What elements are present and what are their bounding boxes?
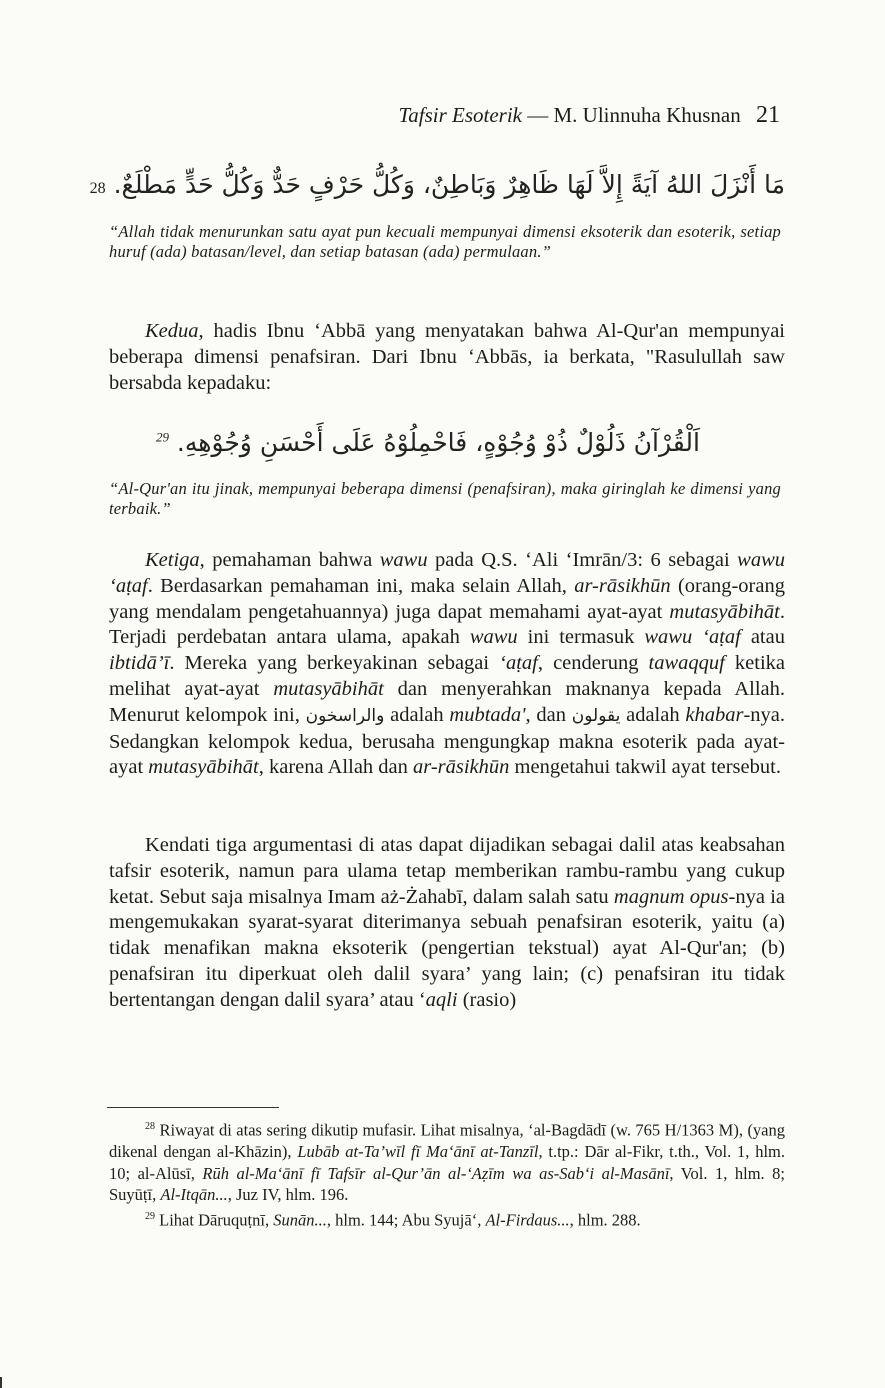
running-header <box>390 102 780 129</box>
ketiga-s5: wawu ‘aṭaf <box>109 549 786 597</box>
footnote-29 <box>109 1206 785 1231</box>
kendati-s5: (rasio) <box>457 988 517 1011</box>
fn28-s7: , Juz IV, hlm. 196. <box>227 1185 349 1204</box>
ketiga-s29: khabar <box>685 703 744 726</box>
ketiga-arabic-yaqulun: يقولون <box>571 705 621 726</box>
footnote-ref-29: 29 <box>155 429 169 445</box>
ketiga-s21: mutasyābihāt <box>273 677 384 700</box>
ketiga-s31: mutasyābihāt <box>148 756 259 779</box>
hadith-2-translation: “Al-Qur'an itu jinak, mempunyai beberapa dimensi (penafsiran), maka giringlah ke dimensi yang terbaik.” <box>109 479 781 518</box>
ketiga-s26: , dan <box>525 703 572 726</box>
ketiga-s28: adalah <box>620 703 686 726</box>
footnote-28-number: 28 <box>145 1121 155 1132</box>
fn29-s5: , hlm. 288. <box>569 1210 641 1229</box>
footnotes <box>109 1116 785 1231</box>
ketiga-s30: -nya. Sedangkan kelompok kedua, berusaha mengungkap makna esoterik pada ayat-ayat <box>109 703 786 779</box>
page-number: 21 <box>756 102 780 128</box>
kendati-s3: -nya ia mengemukakan syarat-syarat diterimanya sebuah penafsiran esoterik, yaitu (a) tidak menafikan makna eksoterik (pengertian tekstual) ayat Al-Qur'an; (b) penafsiran itu diperkuat oleh dalil syara’ yang lain; (c) penafsiran itu tidak bertentangan dengan dalil syara’ atau ‘ <box>109 885 785 1011</box>
fn28-s3: , t.tp.: Dār al-Fikr, t.th., Vol. 1, hlm. 10; al-Alūsī, <box>109 1142 785 1183</box>
footnote-28 <box>109 1116 785 1206</box>
fn29-s2: Sunān... <box>273 1210 327 1229</box>
fn29-s4: Al-Firdaus... <box>485 1210 570 1229</box>
header-title: Tafsir Esoterik <box>398 103 522 127</box>
ketiga-s33: ar-rāsikhūn <box>413 756 510 779</box>
fn28-s2: Lubāb at-Ta’wīl fī Ma‘ānī at-Tanzīl <box>297 1142 539 1161</box>
ketiga-s7: ar-rāsikhūn <box>574 574 671 597</box>
header-separator: — <box>527 103 549 127</box>
fn28-s5: , Vol. 1, hlm. 8; Suyūṭī, <box>109 1163 785 1204</box>
ketiga-s18: , cenderung <box>537 652 649 675</box>
hadith-1-text: مَا أَنْزَلَ اللهُ آيَةً إِلاَّ لَهَا ظَاهِرٌ وَبَاطِنٌ، وَكُلُّ حَرْفٍ حَدٌّ وَكُلُّ حَدٍّ مَطْلَعٌ. <box>113 170 785 199</box>
hadith-2-text: اَلْقُرْآنُ ذَلُوْلٌ ذُوْ وُجُوْهٍ، فَاحْمِلُوْهُ عَلَى أَحْسَنِ وُجُوْهِهِ. <box>176 428 700 457</box>
ketiga-s3: wawu <box>379 549 428 571</box>
ketiga-s20: ketika melihat ayat-ayat <box>109 652 785 700</box>
ketiga-s22: dan menyerahkan maknanya kepada Allah. Menurut kelompok ini, <box>109 677 786 726</box>
kedua-text: , hadis Ibnu ‘Abbā yang menyatakan bahwa Al-Qur'an mempunyai beberapa dimensi penafsiran. Dari Ibnu ‘Abbās, ia berkata, "Rasulullah saw bersabda kepadaku: <box>109 320 785 394</box>
ketiga-s13: wawu ‘aṭaf <box>644 626 741 649</box>
ketiga-s8: (orang-orang yang mendalam pengetahuannya) juga dapat memahami ayat-ayat <box>109 574 785 623</box>
ketiga-s32: , karena Allah dan <box>258 756 414 779</box>
kendati-s2: magnum opus <box>613 885 729 908</box>
ketiga-s24: adalah <box>384 703 450 726</box>
fn29-s1: Lihat Dāruquṭnī, <box>159 1210 274 1229</box>
hadith-2-arabic <box>155 428 700 457</box>
ketiga-s12: ini termasuk <box>517 626 645 649</box>
footnote-29-number: 29 <box>145 1210 155 1222</box>
scan-edge-mark <box>0 1377 2 1388</box>
fn29-s3: , hlm. 144; Abu Syujā‘, <box>326 1210 486 1229</box>
paragraph-kedua <box>109 319 785 396</box>
kendati-s4: aqli <box>425 988 458 1011</box>
footnote-divider <box>107 1107 279 1108</box>
ketiga-s19: tawaqquf <box>648 652 725 675</box>
footnote-ref-28: 28 <box>89 180 106 197</box>
hadith-1-arabic <box>89 170 785 199</box>
ketiga-s9: mutasyābihāt <box>669 600 780 623</box>
paragraph-kendati <box>109 833 785 1014</box>
ketiga-s34: mengetahui takwil ayat tersebut. <box>509 756 781 779</box>
ketiga-arabic-rasikhun: والراسخون <box>305 705 385 726</box>
fn28-s1: Riwayat di atas sering dikutip mufasir. Lihat misalnya, ‘al-Bagdādī (w. 765 H/1363 M), (yang dikenal dengan al-Khāzin), <box>109 1120 786 1161</box>
ketiga-s1: Ketiga <box>145 549 200 571</box>
ketiga-s14: atau <box>740 626 785 649</box>
ketiga-s25: mubtada' <box>449 703 526 726</box>
ketiga-s16: . Mereka yang berkeyakinan sebagai <box>169 652 500 675</box>
ketiga-s2: , pemahaman bahwa <box>199 549 380 571</box>
ketiga-s17: ‘aṭaf <box>499 652 538 675</box>
fn28-s6: Al-Itqān... <box>160 1185 228 1204</box>
ketiga-s10: . Terjadi perdebatan antara ulama, apakah <box>109 600 785 649</box>
paragraph-ketiga <box>109 548 785 781</box>
header-author: M. Ulinnuha Khusnan <box>553 103 741 127</box>
ketiga-s6: . Berdasarkan pemahaman ini, maka selain Allah, <box>147 574 575 597</box>
hadith-1-translation: “Allah tidak menurunkan satu ayat pun kecuali mempunyai dimensi eksoterik dan esoterik, setiap huruf (ada) batasan/level, dan setiap batasan (ada) permulaan.” <box>109 222 781 261</box>
kendati-s1: Kendati tiga argumentasi di atas dapat dijadikan sebagai dalil atas keabsahan tafsir esoterik, namun para ulama tetap memberikan rambu-rambu yang cukup ketat. Sebut saja misalnya Imam aż-Żahabī, dalam salah satu <box>109 834 785 908</box>
kedua-lead: Kedua <box>145 320 199 342</box>
ketiga-s11: wawu <box>469 626 518 649</box>
fn28-s4: Rūh al-Ma‘ānī fī Tafsīr al-Qur’ān al-‘Aẓīm wa as-Sab‘i al-Masānī <box>202 1163 670 1183</box>
ketiga-s15: ibtidā’ī <box>109 652 170 675</box>
ketiga-s4: pada Q.S. ‘Ali ‘Imrān/3: 6 sebagai <box>427 549 738 571</box>
